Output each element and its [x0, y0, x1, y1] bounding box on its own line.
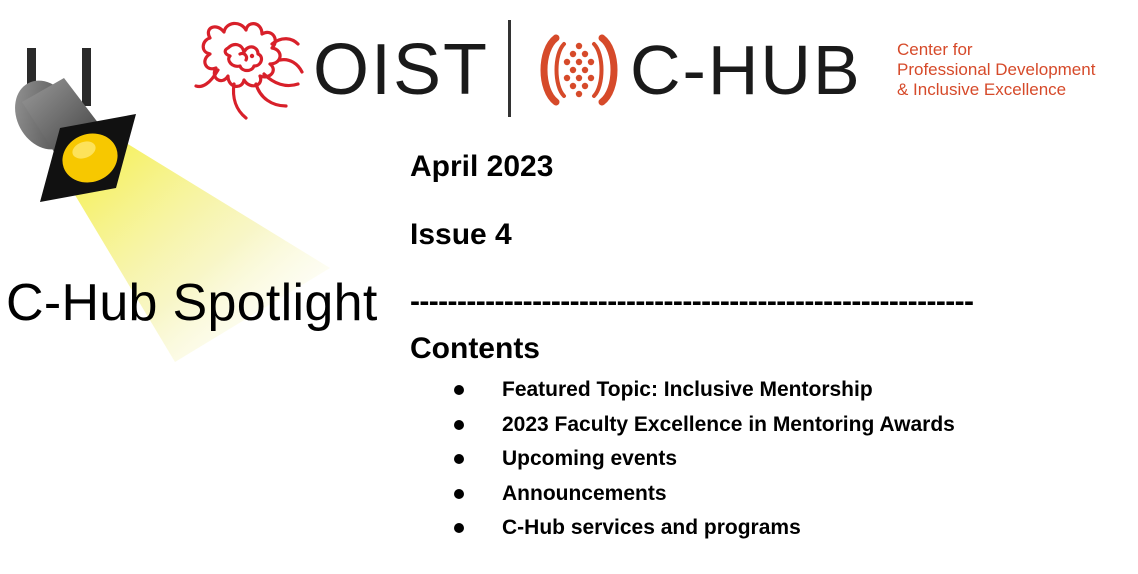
bullet-icon: [454, 454, 464, 464]
chub-dots-logo-icon: [536, 32, 622, 108]
newsletter-title: C-Hub Spotlight: [6, 274, 378, 332]
chub-subtitle-line: Professional Development: [897, 60, 1096, 79]
bullet-icon: [454, 523, 464, 533]
chub-logo-subtitle: [897, 40, 1095, 100]
bullet-icon: [454, 489, 464, 499]
contents-item-text: Featured Topic: Inclusive Mentorship: [502, 378, 873, 401]
contents-heading: Contents: [410, 332, 540, 365]
contents-item-text: Upcoming events: [502, 447, 678, 470]
logo-divider: [508, 20, 511, 117]
contents-item-text: Announcements: [502, 481, 667, 505]
oist-dragon-logo-icon: [194, 14, 306, 122]
chub-subtitle-line: Center for: [897, 40, 973, 59]
bullet-icon: [454, 385, 464, 395]
issue-date: April 2023: [410, 150, 554, 183]
chub-logo-text: C-HUB: [630, 31, 862, 109]
issue-number: Issue 4: [410, 218, 512, 251]
chub-subtitle-line: & Inclusive Excellence: [897, 80, 1067, 99]
dashed-separator: ------------------------------------------------------------: [410, 285, 974, 318]
oist-logo-text: OIST: [313, 30, 490, 110]
contents-item-text: 2023 Faculty Excellence in Mentoring Awards: [502, 412, 955, 436]
contents-item-text: C-Hub services and programs: [502, 516, 801, 539]
bullet-icon: [454, 420, 464, 430]
